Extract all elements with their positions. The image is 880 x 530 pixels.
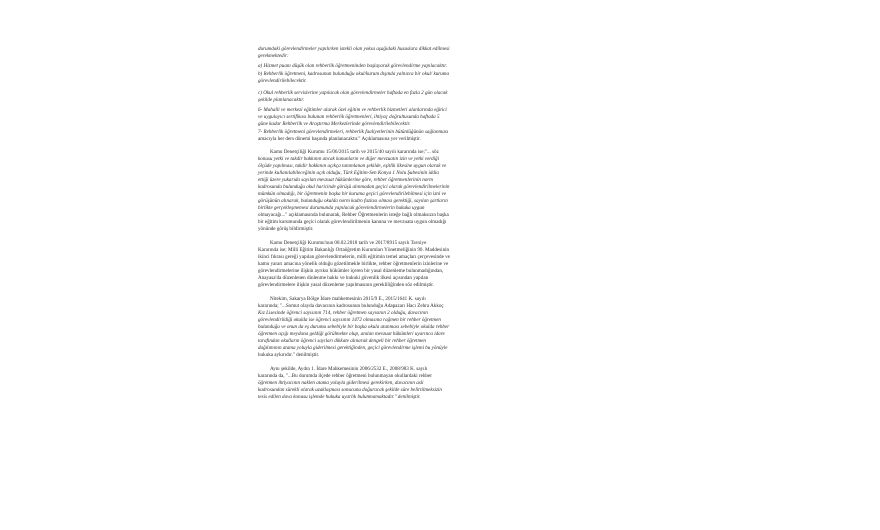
text-line: görüşünün alınarak, bulunduğu okulda norm kadro fazlası olması gerektiği, sayılan şartların <box>258 198 448 204</box>
text-line: kararında; "...Somut olayda davacının kadrosunun bulunduğu Adapazarı Hacı Zehra Akkoç <box>258 303 444 309</box>
text-line: ve uygulayıcı sertifikası bulunan rehberlik öğretmenleri, ihtiyaç doğrultusunda haftada 5 <box>258 114 440 120</box>
text-line: yönünde görüş bildirmiştir. <box>258 226 314 232</box>
text-line: 6- Mahalli ve merkezi eğitimler alarak özel eğitim ve rehberlik hizmetleri alanlarında eğitici <box>258 107 447 113</box>
text-line: kadrosunda bulunduğu okul haricinde görüşü alınmadan geçici olarak görevlendirilmelerinin <box>258 184 450 190</box>
text-line: yerinde kullanılabileceğinin açık olduğu, Türk Eğitim-Sen Konya 1 Nolu Şubesinin iddia <box>258 170 439 176</box>
text-line: mümkün olmadığı, bir öğretmenin başka bir kuruma geçici görevlendirilebilmesi için izni ve <box>258 191 447 197</box>
document-page <box>244 34 562 530</box>
text-line: güne kadar Rehberlik ve Araştırma Merkezlerinde görevlendirilebilecektir. <box>258 121 411 127</box>
text-line: kararında da, "...Bu durumda ilçede rehber öğretmeni bulunmayan okullardaki rehber <box>258 373 432 379</box>
text-line: görevlendirmelerine ilişkin ayrıksı hükümler içeren bir yasal düzenleme bulunmadığından, <box>258 268 444 274</box>
text-line: ettiği üzere yukarıda sayılan mevzuat hükümlerine göre, rehber öğretmenlerinin norm <box>258 177 433 183</box>
text-line: birlikte gerçekleşmemesi durumunda yapılacak görevlendirmelerin hukuka uygun <box>258 205 425 211</box>
text-line: görevlendirildiği okulda ise öğrenci sayısının 1472 olmasına rağmen bir rehber öğretmen <box>258 317 441 323</box>
text-line: öğretmen açığı meydana geldiği görülmekte olup, anılan mevzuat hükümleri uyarınca idare <box>258 331 445 337</box>
text-line: durumdaki görevlendirmeler yapılırken istekli olan yoksa aşağıdaki hususlara dikkat edilmesi <box>258 46 450 52</box>
text-line: c) Okul rehberlik servislerine yapılacak olan görevlendirmeler haftada en fazla 2 gün olacak <box>258 90 448 96</box>
text-line: a) Hizmet puanı düşük olan rehberlik öğretmeninden başlayarak görevlendirme yapılacaktır. <box>258 63 447 69</box>
text-line: tarafından okulların öğrenci sayıları dikkate alınarak dengeli bir rehber öğretmen <box>258 338 426 344</box>
text-line: Kararında ise; Milli Eğitim Bakanlığı Ortaöğretim Kurumları Yönetmeliğinin 90. Maddesinin <box>258 247 450 253</box>
text-line: görevlendirilebilecektir. <box>258 78 307 84</box>
text-line: konusu yetki ve takdir hakkının ancak kanunların ve diğer mevzuatın izin ve yetki verdiği <box>258 156 440 162</box>
text-line: 7- Rehberlik öğretmeni görevlendirmeleri, rehberlik faaliyetlerinin bütünlüğünün sağlanması <box>258 129 449 135</box>
text-line: şekilde planlanacaktır. <box>258 97 305 103</box>
text-line: olmayacağı..." açıklamasında bulunarak, Rehber Öğretmenlerin isteğe bağlı olmaksızın başka <box>258 212 449 218</box>
text-line: dağılımının atama yoluyla giderilmesi gerektiğinden, geçici görevlendirme işlemi bu yönüyle <box>258 345 448 351</box>
text-line: Aynı şekilde, Aydın 1. İdare Mahkemesinin 2006/2532 E., 2008/983 K. sayılı <box>270 366 428 372</box>
text-line: öğretmen ihtiyacının naklen atama yoluyla giderilmesi gerekirken, davacının asli <box>258 380 424 386</box>
text-line: görevlendirmelere ilişkin yasal düzenleme yapılmasının gerekliliğinden söz edilmiştir. <box>258 282 434 288</box>
text-line: gerekmektedir: <box>258 53 289 59</box>
text-line: ikinci fıkrası gereği yapılan görevlendirmelerin, milli eğitimin temel amaçları çerçevesinde ve <box>258 254 450 260</box>
text-line: hukuka aykırıdır." denilmiştir. <box>258 352 320 358</box>
text-line: amacıyla her ders dönemi başında planlanacaktır." Açıklamasına yer verilmiştir. <box>258 136 421 142</box>
text-line: Kamu Denetçiliği Kurumu'nun 08.02.2018 tarih ve 2017/8915 sayılı Tavsiye <box>270 240 427 246</box>
text-line: Nitekim, Sakarya Bölge İdare mahkemesinin 2015/9 E., 2015/1641 K. sayılı <box>270 296 426 302</box>
text-line: bulunduğu ve onun da eş durumu sebebiyle bir başka okula atanması sebebiyle okulda rehber <box>258 324 450 330</box>
text-line: kamu yararı amacına yönelik olduğu gözetilmekle birlikte, rehber öğretmenlerin izinlerine ve <box>258 261 449 267</box>
text-line: bir eğitim kurumunda geçici olarak görevlendirilmenin kanuna ve mevzuata uygun olmadığı <box>258 219 447 225</box>
text-line: kadrosundan sürekli olarak uzaklaşması sonucunu doğuracak şekilde süre belirtilmeksizin <box>258 387 442 393</box>
text-line: Kız Lisesinde öğrenci sayısının 714, rehber öğretmen sayısının 2 olduğu, davacının <box>258 310 428 316</box>
text-line: b) Rehberlik öğretmeni, kadrosunun bulunduğu okul/kurum dışında yalnızca bir okul/ kuruma <box>258 71 450 77</box>
text-line: tesis edilen dava konusu işlemde hukuka uyarlık bulunmamaktadır." denilmiştir. <box>258 394 421 400</box>
text-line: Anayasa'da düzenlenen dinlenme hakkı ve hukuki güvenlik ilkesi açısından yapılan <box>258 275 429 281</box>
text-line: Kamu Denetçiliği Kurumu 15/06/2015 tarih ve 2015/40 sayılı kararında ise;"... söz <box>270 149 439 155</box>
text-line: ölçüde yapılması, takdir hakkının açıkça tanımlanan şekilde, eşitlik ilkesine uygun olarak ve <box>258 163 447 169</box>
